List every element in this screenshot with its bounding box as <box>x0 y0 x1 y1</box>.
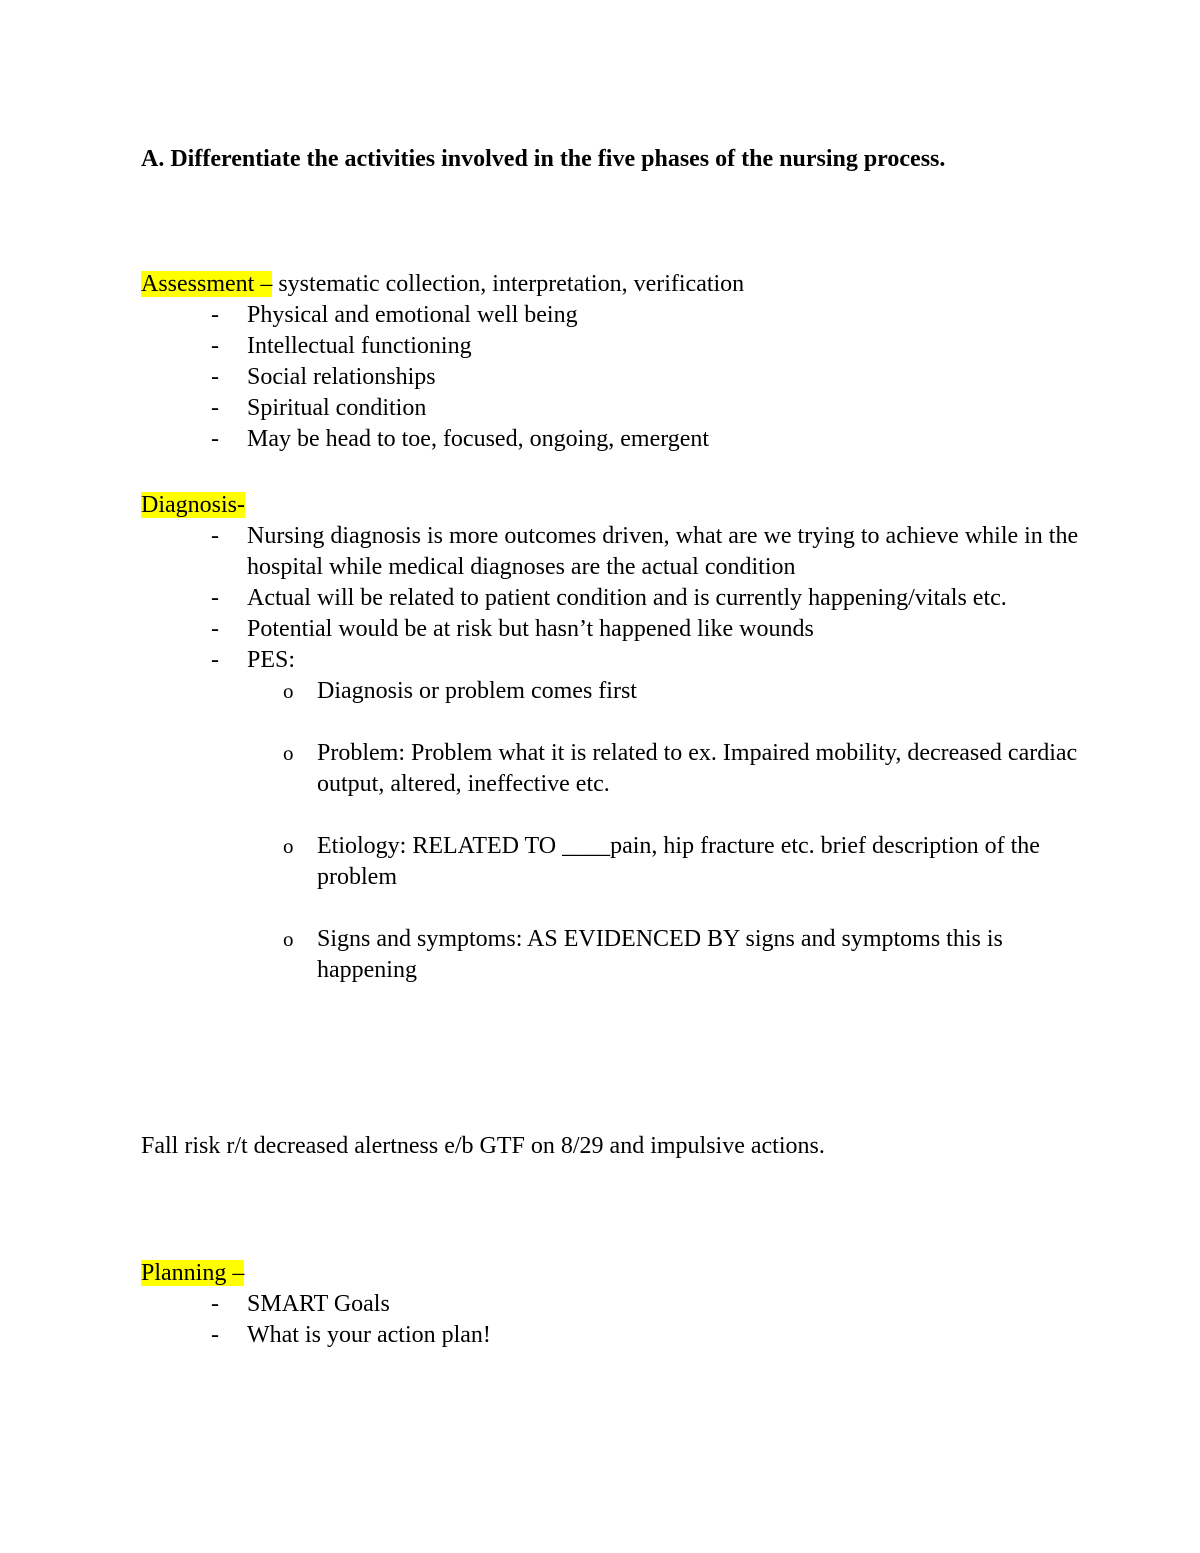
list-item: - What is your action plan! <box>141 1320 1091 1351</box>
list-item: - Social relationships <box>141 362 1091 393</box>
diagnosis-section <box>141 490 1091 986</box>
circle-bullet: o <box>283 741 294 765</box>
list-item: - PES: o Diagnosis or problem comes first o Problem: Problem what it is related to ex. Impaired mobility, decreased cardiac output, altered, ineffective etc. o Etiology: RELATED TO ____pain, hip fracture etc. brief description of the problem o Signs and symptoms: AS EVIDENCED BY signs and symptoms this is happening <box>141 645 1091 986</box>
assessment-description: systematic collection, interpretation, verification <box>272 271 745 297</box>
dash-bullet: - <box>211 1322 219 1348</box>
pes-item: o Signs and symptoms: AS EVIDENCED BY signs and symptoms this is happening <box>283 926 1003 983</box>
diagnosis-title <box>141 490 1091 521</box>
page-heading: A. Differentiate the activities involved in the five phases of the nursing process. <box>141 146 946 172</box>
list-item: - SMART Goals <box>141 1289 1091 1320</box>
diagnosis-list <box>141 521 1091 986</box>
pes-item: o Diagnosis or problem comes first <box>141 676 1091 707</box>
assessment-section <box>141 269 1091 455</box>
planning-list <box>141 1289 1091 1351</box>
list-item: - Physical and emotional well being <box>141 300 1091 331</box>
dash-bullet: - <box>211 647 219 673</box>
diagnosis-label: Diagnosis- <box>141 492 245 518</box>
pes-list <box>141 676 1091 986</box>
planning-label: Planning – <box>141 1260 245 1286</box>
dash-bullet: - <box>211 585 219 611</box>
list-item: - Potential would be at risk but hasn’t happened like wounds <box>141 614 1091 645</box>
dash-bullet: - <box>211 616 219 642</box>
dash-bullet: - <box>211 426 219 452</box>
dash-bullet: - <box>211 395 219 421</box>
assessment-label: Assessment – <box>141 271 273 297</box>
dash-bullet: - <box>211 523 219 549</box>
pes-item: o Etiology: RELATED TO ____pain, hip fracture etc. brief description of the problem <box>283 833 1040 890</box>
assessment-title <box>141 269 1091 300</box>
circle-bullet: o <box>283 927 294 951</box>
circle-bullet: o <box>283 834 294 858</box>
list-item: - Nursing diagnosis is more outcomes driven, what are we trying to achieve while in the hospital while medical diagnoses are the actual condition <box>211 523 1079 580</box>
list-item: - Spiritual condition <box>141 393 1091 424</box>
planning-section <box>141 1258 1091 1351</box>
list-item: - Actual will be related to patient condition and is currently happening/vitals etc. <box>141 583 1091 614</box>
example-diagnosis: Fall risk r/t decreased alertness e/b GTF on 8/29 and impulsive actions. <box>141 1133 825 1159</box>
circle-bullet: o <box>283 679 294 703</box>
dash-bullet: - <box>211 364 219 390</box>
dash-bullet: - <box>211 1291 219 1317</box>
dash-bullet: - <box>211 333 219 359</box>
assessment-list <box>141 300 1091 455</box>
dash-bullet: - <box>211 302 219 328</box>
list-item: - Intellectual functioning <box>141 331 1091 362</box>
pes-item: o Problem: Problem what it is related to ex. Impaired mobility, decreased cardiac output, altered, ineffective etc. <box>283 740 1078 797</box>
list-item: - May be head to toe, focused, ongoing, emergent <box>141 424 1091 455</box>
planning-title <box>141 1258 1091 1289</box>
